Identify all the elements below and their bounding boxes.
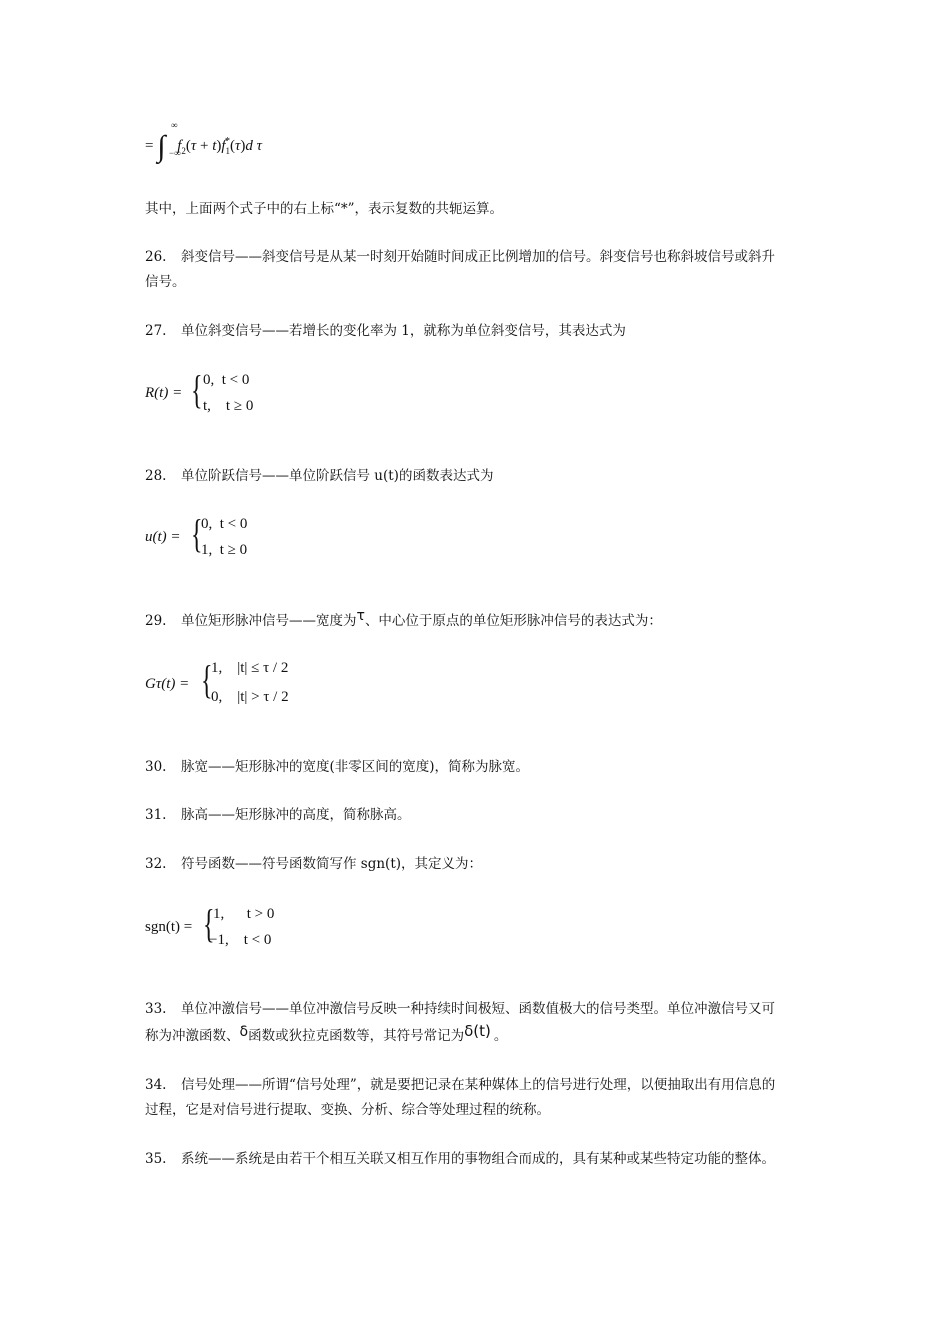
- item-31: [145, 806, 411, 825]
- formula-lhs: Gτ(t) =: [145, 676, 190, 692]
- item-28: [145, 467, 493, 486]
- case-1: 0, t < 0: [203, 372, 250, 388]
- item-number: 33.: [145, 1001, 167, 1017]
- item-text: 脉高——矩形脉冲的高度，简称脉高。: [181, 807, 411, 823]
- case-1: 1, |t| ≤ τ / 2: [211, 660, 289, 676]
- item-text: 称为冲激函数、: [145, 1028, 240, 1044]
- item-33: [145, 1000, 775, 1019]
- formula-lhs: R(t) =: [145, 385, 183, 401]
- item-text: 脉宽——矩形脉冲的宽度(非零区间的宽度)，简称为脉宽。: [181, 759, 530, 775]
- formula-lhs: sgn(t) =: [145, 919, 193, 935]
- item-text: 。: [493, 1028, 508, 1044]
- item-text: 单位矩形脉冲信号——宽度为: [181, 613, 357, 629]
- item-35: [145, 1150, 775, 1169]
- left-brace: {: [191, 367, 203, 412]
- item-text: 符号函数——符号函数简写作 sgn(t)，其定义为：: [181, 856, 483, 872]
- case-1: 0, t < 0: [201, 516, 248, 532]
- delta-symbol: δ: [239, 1024, 249, 1040]
- left-brace: {: [191, 511, 203, 556]
- case-2: 1, t ≥ 0: [201, 542, 248, 558]
- item-number: 27.: [145, 323, 167, 339]
- item-text: 单位阶跃信号——单位阶跃信号 u(t)的函数表达式为: [181, 468, 494, 484]
- item-30: [145, 758, 529, 777]
- item-number: 29.: [145, 613, 167, 629]
- item-text: 单位斜变信号——若增长的变化率为 1，就称为单位斜变信号，其表达式为: [181, 323, 626, 339]
- case-2: 0, |t| > τ / 2: [211, 689, 289, 705]
- item-26: [145, 248, 775, 267]
- item-number: 31.: [145, 807, 167, 823]
- item-26-cont: 信号。: [145, 274, 186, 290]
- item-34: [145, 1076, 775, 1095]
- item-number: 35.: [145, 1151, 167, 1167]
- correlation-formula: = ∫ ∞ −∞ $f_2(\tau + t)f_1^*(\tau)d$ τ: [145, 120, 263, 163]
- item-29: [145, 608, 662, 631]
- item-text: 系统——系统是由若干个相互关联又相互作用的事物组合而成的，具有某种或某些特定功能的整体。: [181, 1151, 775, 1167]
- item-34-cont: 过程，它是对信号进行提取、变换、分析、综合等处理过程的统称。: [145, 1102, 550, 1118]
- case-2: t, t ≥ 0: [203, 398, 254, 414]
- item-text: 信号处理——所谓“信号处理”，就是要把记录在某种媒体上的信号进行处理，以便抽取出有用信息的: [181, 1077, 776, 1093]
- item-number: 34.: [145, 1077, 167, 1093]
- case-2: −1, t < 0: [209, 932, 272, 948]
- conjugate-note: 其中，上面两个式子中的右上标“*”，表示复数的共轭运算。: [145, 201, 504, 217]
- item-number: 32.: [145, 856, 167, 872]
- item-number: 26.: [145, 249, 167, 265]
- item-33-cont: [145, 1022, 508, 1046]
- item-text: 单位冲激信号——单位冲激信号反映一种持续时间极短、函数值极大的信号类型。单位冲激信号又可: [181, 1001, 775, 1017]
- left-brace: {: [203, 901, 215, 946]
- left-brace: {: [201, 657, 213, 702]
- case-1: 1, t > 0: [213, 906, 275, 922]
- item-text: 函数或狄拉克函数等，其符号常记为: [248, 1028, 465, 1044]
- tau-symbol: τ: [356, 608, 365, 624]
- item-text: 斜变信号——斜变信号是从某一时刻开始随时间成正比例增加的信号。斜变信号也称斜坡信号或斜升: [181, 249, 775, 265]
- item-number: 28.: [145, 468, 167, 484]
- formula-lhs: u(t) =: [145, 529, 181, 545]
- item-32: [145, 855, 482, 874]
- item-text-tail: 、中心位于原点的单位矩形脉冲信号的表达式为：: [364, 613, 662, 629]
- item-number: 30.: [145, 759, 167, 775]
- item-27: [145, 322, 626, 341]
- delta-t-symbol: δ(t): [464, 1022, 491, 1040]
